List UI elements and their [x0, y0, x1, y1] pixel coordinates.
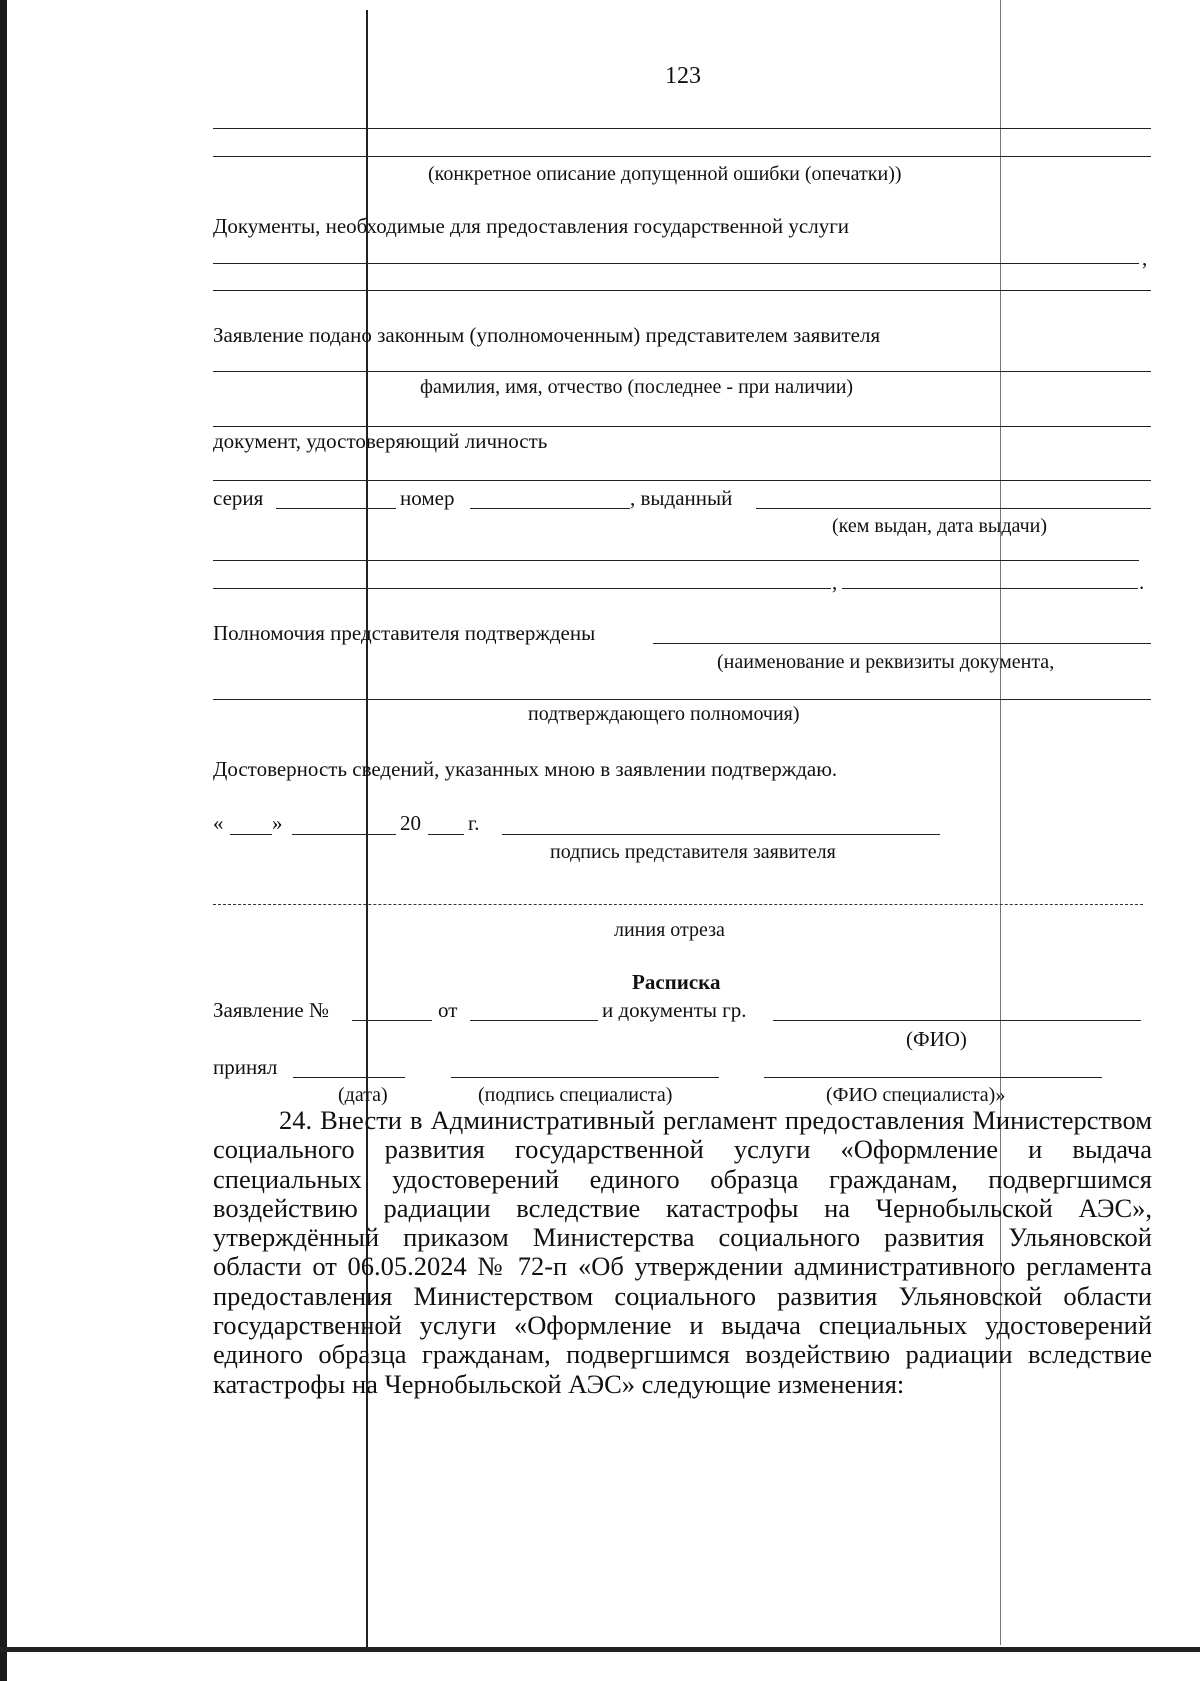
- blank-line: [213, 699, 1151, 700]
- citizen-fio-caption: (ФИО): [906, 1027, 967, 1051]
- blank-line: [213, 290, 1151, 291]
- specialist-signature-blank[interactable]: [451, 1077, 719, 1078]
- blank-line: [213, 156, 1151, 157]
- number-blank[interactable]: [470, 508, 630, 509]
- citizen-fio-blank[interactable]: [773, 1020, 1141, 1021]
- series-label: серия: [213, 486, 264, 510]
- blank-line: [213, 263, 1139, 264]
- accepted-label: принял: [213, 1055, 278, 1079]
- date-g: г.: [468, 811, 480, 835]
- issued-caption: (кем выдан, дата выдачи): [832, 515, 1047, 537]
- signature-blank[interactable]: [502, 834, 940, 835]
- blank-line: [213, 560, 1139, 561]
- date-year: 20: [400, 811, 421, 835]
- specialist-fio-blank[interactable]: [764, 1077, 1102, 1078]
- fio-caption: фамилия, имя, отчество (последнее - при наличии): [420, 376, 854, 398]
- scan-edge-left: [0, 0, 7, 1681]
- blank-line: [213, 371, 1151, 372]
- issued-label: , выданный: [630, 486, 733, 510]
- signature-caption: подпись представителя заявителя: [550, 841, 836, 863]
- page-number: 123: [665, 63, 701, 89]
- date-caption: (дата): [338, 1084, 388, 1106]
- cut-line: [213, 904, 1143, 905]
- scan-edge-bottom: [0, 1647, 1200, 1652]
- scan-fold-line: [366, 10, 368, 1650]
- cut-line-caption: линия отреза: [614, 919, 725, 941]
- comma: ,: [832, 570, 838, 594]
- application-no-blank[interactable]: [352, 1020, 432, 1021]
- documents-label: Документы, необходимые для предоставления государственной услуги: [213, 214, 850, 238]
- blank-line: [213, 426, 1151, 427]
- blank-line: [842, 588, 1138, 589]
- specialist-fio-caption: (ФИО специалиста)»: [826, 1084, 1006, 1106]
- error-caption: (конкретное описание допущенной ошибки (опечатки)): [428, 163, 902, 185]
- date-open-quote: «: [213, 811, 224, 835]
- series-blank[interactable]: [276, 508, 396, 509]
- from-date-blank[interactable]: [470, 1020, 598, 1021]
- documents-comma: ,: [1142, 246, 1148, 270]
- from-label: от: [438, 998, 458, 1022]
- period: .: [1139, 570, 1145, 594]
- issued-blank[interactable]: [756, 508, 1151, 509]
- authority-blank[interactable]: [653, 643, 1151, 644]
- receipt-title: Расписка: [632, 970, 721, 994]
- blank-line: [213, 480, 1151, 481]
- authority-caption-2: подтверждающего полномочия): [528, 703, 800, 725]
- confirm-text: Достоверность сведений, указанных мною в заявлении подтверждаю.: [213, 757, 838, 781]
- representative-label: Заявление подано законным (уполномоченным) представителем заявителя: [213, 323, 881, 347]
- blank-line: [213, 588, 831, 589]
- year-blank[interactable]: [428, 834, 464, 835]
- amendment-paragraph: 24. Внести в Административный регламент предоставления Министерством социального развития государственной услуги «Оформление и выдача специальных удостоверений единого образца гражданам, подвергшимся воздействию радиации вследствие катастрофы на Чернобыльской АЭС», утверждённый приказом Министерства социального развития Ульяновской области от 06.05.2024 № 72-п «Об утверждении административного регламента предоставления Министерством социального развития Ульяновской области государственной услуги «Оформление и выдача специальных удостоверений единого образца гражданам, подвергшимся воздействию радиации вследствие катастрофы на Чернобыльской АЭС» следующие изменения:: [213, 1105, 1152, 1399]
- date-close-quote: »: [272, 811, 283, 835]
- id-document-label: документ, удостоверяющий личность: [213, 429, 548, 453]
- application-no-label: Заявление №: [213, 998, 330, 1022]
- day-blank[interactable]: [230, 834, 272, 835]
- blank-line: [213, 128, 1151, 129]
- docs-label: и документы гр.: [602, 998, 747, 1022]
- accepted-date-blank[interactable]: [293, 1077, 405, 1078]
- number-label: номер: [400, 486, 455, 510]
- authority-label: Полномочия представителя подтверждены: [213, 621, 596, 645]
- specialist-signature-caption: (подпись специалиста): [478, 1084, 673, 1106]
- authority-caption-1: (наименование и реквизиты документа,: [717, 651, 1055, 673]
- month-blank[interactable]: [292, 834, 396, 835]
